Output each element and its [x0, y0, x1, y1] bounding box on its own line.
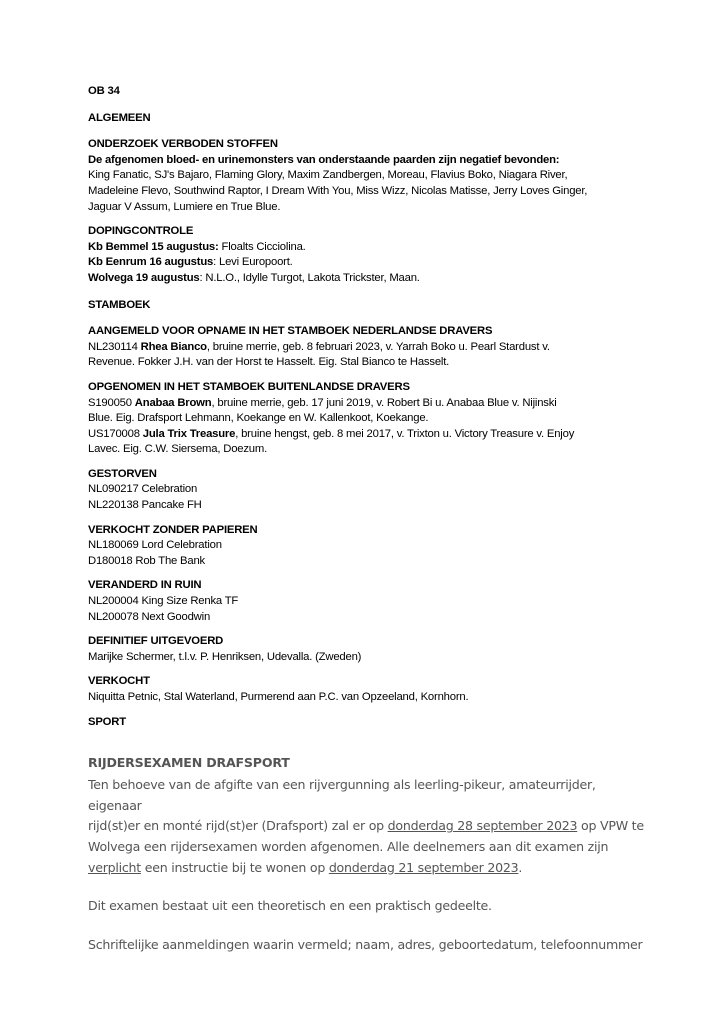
document-page [88, 84, 648, 955]
opgenomen-entry [88, 396, 648, 412]
list-item: D180018 Rob The Bank [88, 554, 206, 567]
paragraph-examen: Dit examen bestaat uit een theoretisch en een praktisch gedeelte. [88, 898, 492, 914]
doping-row [88, 271, 648, 287]
horse-details: , bruine merrie, geb. 8 februari 2023, v. Yarrah Boko u. Pearl Stardust v. [206, 340, 550, 353]
list-item: NL090217 Celebration [88, 483, 198, 496]
text-span: op VPW te [577, 818, 644, 834]
heading-verkocht: VERKOCHT [88, 675, 150, 688]
opgenomen-entry-line2: Blue. Eig. Drafsport Lehmann, Koekange en W. Kallenkoot, Koekange. [88, 412, 429, 425]
heading-algemeen: ALGEMEEN [88, 111, 151, 124]
aangemeld-entry-line2: Revenue. Fokker J.H. van der Horst te Hasselt. Eig. Stal Bianco te Hasselt. [88, 356, 450, 369]
ob-number: OB 34 [88, 85, 120, 97]
underlined-date: donderdag 21 september 2023 [328, 859, 519, 875]
verboden-line: Jaguar V Assum, Lumiere en True Blue. [88, 200, 281, 213]
paragraph-line [88, 816, 648, 837]
horse-id: NL230114 [88, 340, 141, 353]
horse-details: , bruine hengst, geb. 8 mei 2017, v. Trixton u. Victory Treasure v. Enjoy [235, 427, 575, 440]
rijdersexamen-section [88, 754, 648, 955]
heading-gestorven: GESTORVEN [88, 467, 157, 480]
horse-id: S190050 [88, 396, 135, 409]
admin-section [88, 84, 648, 730]
heading-sport: SPORT [88, 715, 126, 728]
doping-text: Floalts Cicciolina. [218, 240, 306, 253]
heading-stamboek: STAMBOEK [88, 298, 151, 311]
verboden-line: King Fanatic, SJ's Bajaro, Flaming Glory, Maxim Zandbergen, Moreau, Flavius Boko, Niagara River, [88, 169, 568, 182]
heading-verkocht-zonder-papieren: VERKOCHT ZONDER PAPIEREN [88, 523, 258, 536]
doping-text: : N.L.O., Idylle Turgot, Lakota Trickster, Maan. [199, 271, 420, 284]
aangemeld-entry [88, 340, 648, 356]
opgenomen-entry [88, 427, 648, 443]
verboden-line: Madeleine Flevo, Southwind Raptor, I Dream With You, Miss Wizz, Nicolas Matisse, Jerry Loves Ginger, [88, 184, 588, 197]
underlined-verplicht: verplicht [88, 859, 141, 875]
heading-dopingcontrole: DOPINGCONTROLE [88, 225, 194, 238]
text-span: een instructie bij te wonen op [140, 859, 329, 875]
heading-rijdersexamen: RIJDERSEXAMEN DRAFSPORT [88, 755, 290, 771]
heading-aangemeld: AANGEMELD VOOR OPNAME IN HET STAMBOEK NEDERLANDSE DRAVERS [88, 325, 493, 338]
horse-name: Rhea Bianco [140, 340, 207, 353]
horse-details: , bruine merrie, geb. 17 juni 2019, v. Robert Bi u. Anabaa Blue v. Nijinski [211, 396, 557, 409]
doping-label: Wolvega 19 augustus [88, 271, 200, 284]
opgenomen-entry-line2: Lavec. Eig. C.W. Siersema, Doezum. [88, 443, 268, 456]
list-item: NL180069 Lord Celebration [88, 539, 222, 552]
underlined-date: donderdag 28 september 2023 [387, 818, 578, 834]
rijdersexamen-paragraph [88, 775, 648, 878]
horse-name: Jula Trix Treasure [142, 427, 236, 440]
heading-veranderd-in-ruin: VERANDERD IN RUIN [88, 579, 202, 592]
doping-label: Kb Eenrum 16 augustus [88, 256, 214, 269]
horse-name: Anabaa Brown [134, 396, 212, 409]
doping-label: Kb Bemmel 15 augustus: [88, 240, 219, 253]
list-item: NL220138 Pancake FH [88, 499, 202, 512]
doping-text: : Levi Europoort. [213, 256, 293, 269]
text-span: rijd(st)er en monté rijd(st)er (Drafsport) zal er op [88, 818, 388, 834]
paragraph-line [88, 858, 648, 879]
list-item: Niquitta Petnic, Stal Waterland, Purmerend aan P.C. van Opzeeland, Kornhorn. [88, 691, 469, 703]
paragraph-line: Wolvega een rijdersexamen worden afgenomen. Alle deelnemers aan dit examen zijn [88, 838, 609, 854]
heading-opgenomen: OPGENOMEN IN HET STAMBOEK BUITENLANDSE DRAVERS [88, 380, 410, 393]
text-span: . [518, 859, 523, 875]
paragraph-aanmeldingen: Schriftelijke aanmeldingen waarin vermeld; naam, adres, geboortedatum, telefoonnummer [88, 936, 643, 952]
verboden-intro: De afgenomen bloed- en urinemonsters van onderstaande paarden zijn negatief bevonden: [88, 153, 560, 166]
heading-definitief-uitgevoerd: DEFINITIEF UITGEVOERD [88, 635, 224, 648]
heading-verboden-stoffen: ONDERZOEK VERBODEN STOFFEN [88, 138, 278, 151]
list-item: Marijke Schermer, t.l.v. P. Henriksen, Udevalla. (Zweden) [88, 650, 362, 663]
doping-row [88, 240, 648, 256]
paragraph-line: Ten behoeve van de afgifte van een rijvergunning als leerling-pikeur, amateurrijder, eigenaar [88, 777, 596, 813]
doping-row [88, 255, 648, 271]
horse-id: US170008 [88, 427, 143, 440]
list-item: NL200078 Next Goodwin [88, 610, 211, 623]
list-item: NL200004 King Size Renka TF [88, 595, 239, 608]
